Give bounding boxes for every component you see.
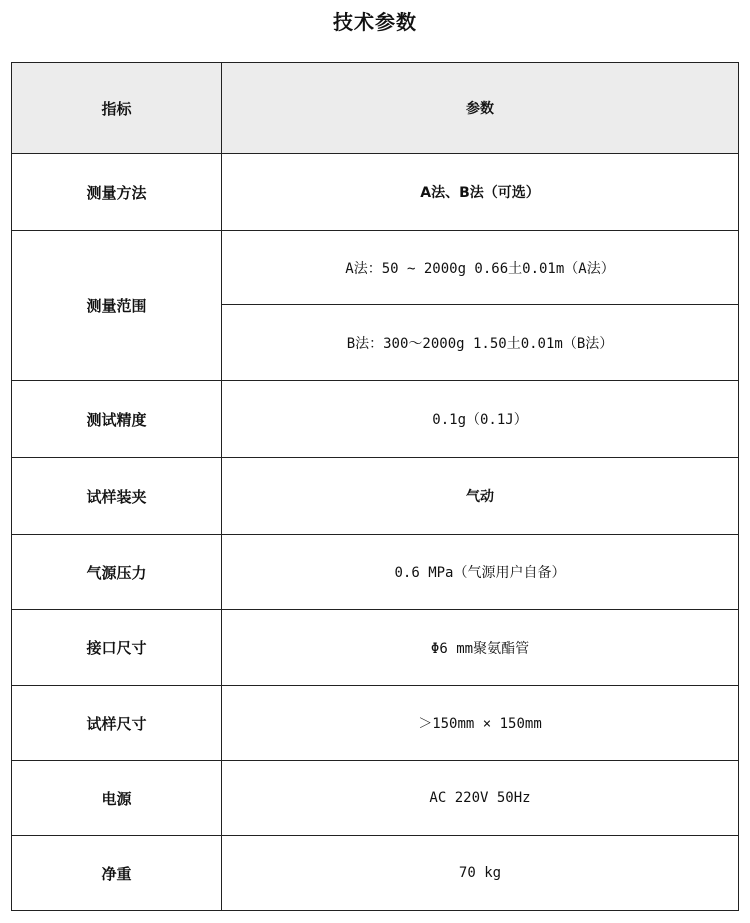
table-row [12,458,739,535]
page-title: 技术参数 [333,10,417,34]
row-label-weight: 净重 [12,836,222,911]
table-row [12,535,739,610]
row-value-precision: 0.1g（0.1J） [222,381,739,458]
row-value-weight: 70 kg [222,836,739,911]
row-value-method: A法、B法（可选） [222,154,739,231]
table-row [12,231,739,305]
table-row [12,686,739,761]
row-value-sample-size: ＞150mm × 150mm [222,686,739,761]
row-value-air-pressure: 0.6 MPa（气源用户自备） [222,535,739,610]
spec-table [11,62,739,911]
row-value-range-b: B法：300～2000g 1.50土0.01m（B法） [222,305,739,381]
table-row [12,154,739,231]
row-label-precision: 测试精度 [12,381,222,458]
row-value-power: AC 220V 50Hz [222,761,739,836]
row-label-power: 电源 [12,761,222,836]
row-label-range: 测量范围 [12,231,222,381]
header-parameter: 参数 [222,63,739,154]
header-indicator: 指标 [12,63,222,154]
row-value-interface: Φ6 mm聚氨酯管 [222,610,739,686]
row-label-clamping: 试样装夹 [12,458,222,535]
row-label-interface: 接口尺寸 [12,610,222,686]
table-row [12,761,739,836]
row-label-sample-size: 试样尺寸 [12,686,222,761]
table-row [12,836,739,911]
table-header-row [12,63,739,154]
table-row [12,610,739,686]
row-label-method: 测量方法 [12,154,222,231]
table-row [12,381,739,458]
row-value-range-a: A法：50 ~ 2000g 0.66土0.01m（A法） [222,231,739,305]
row-value-clamping: 气动 [222,458,739,535]
row-label-air-pressure: 气源压力 [12,535,222,610]
